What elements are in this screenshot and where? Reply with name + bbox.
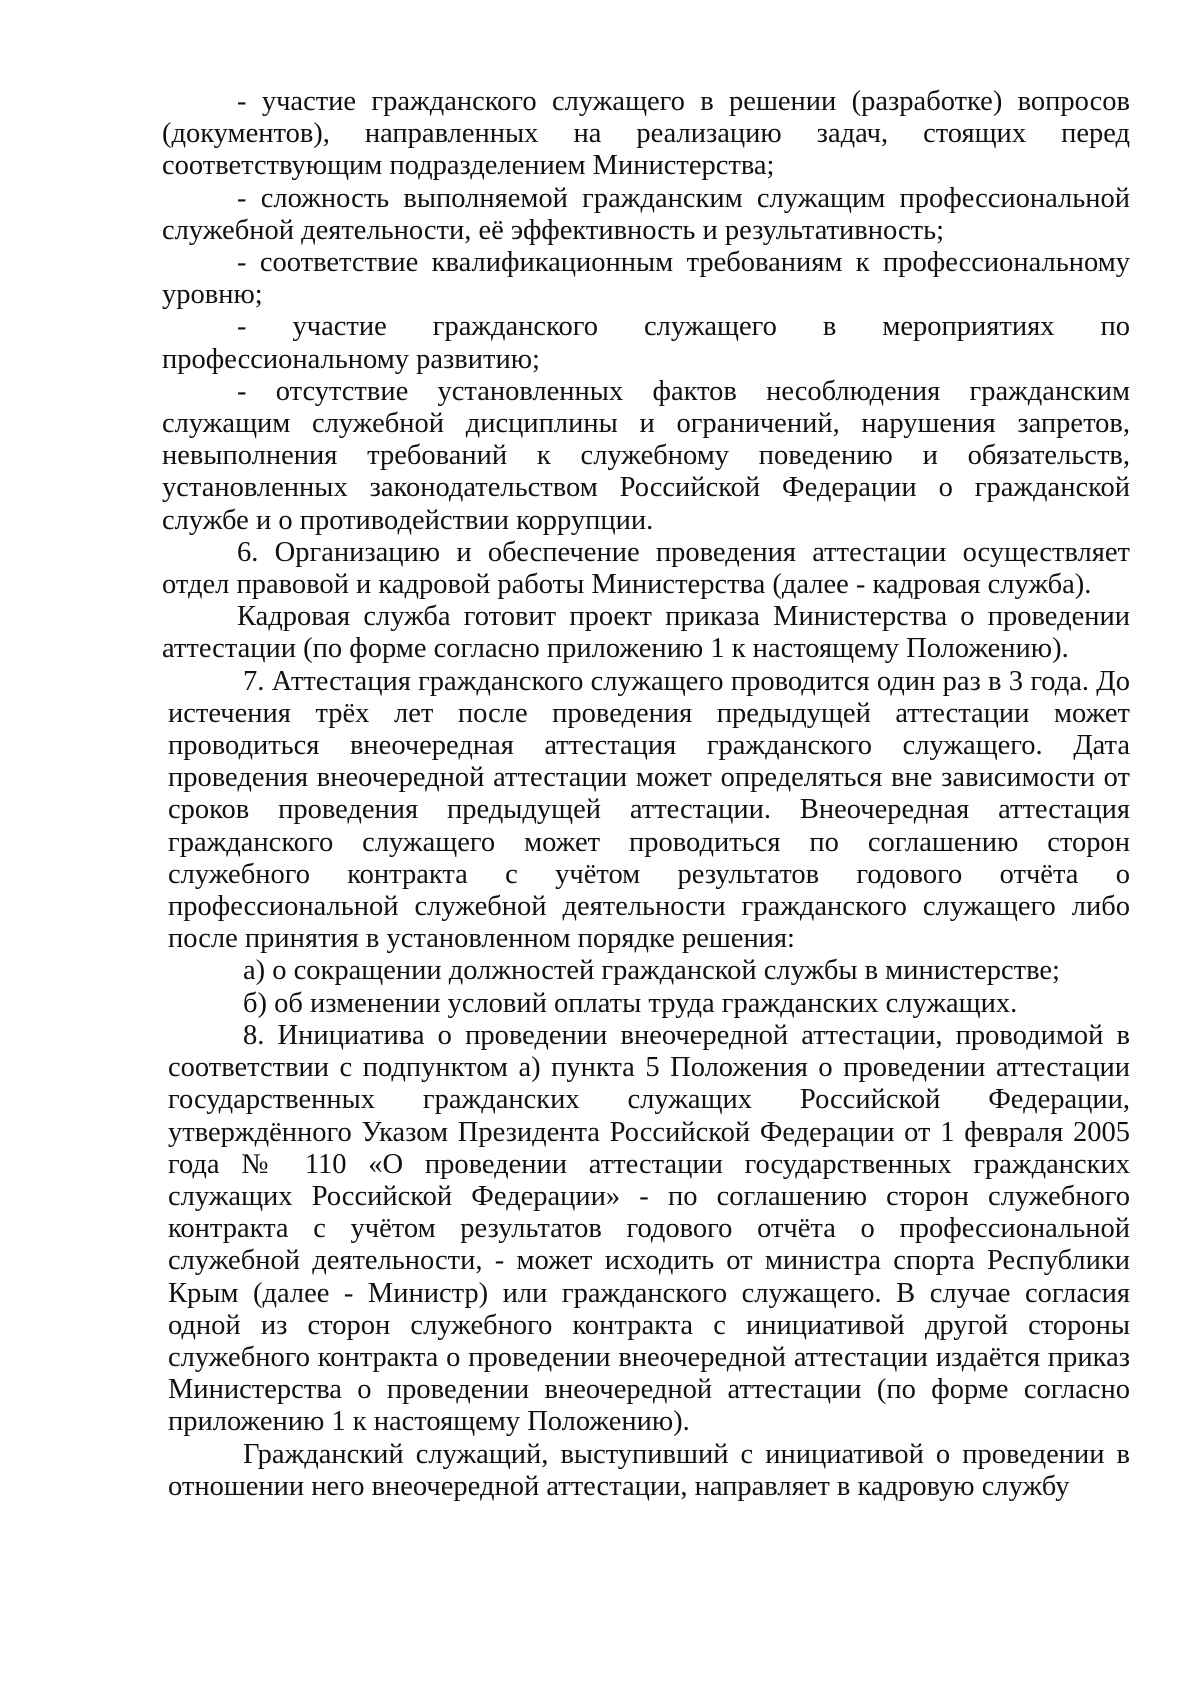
paragraph-item-7: 7. Аттестация гражданского служащего проводится один раз в 3 года. До истечения трёх лет после проведения предыдущей аттестации может проводиться внеочередная аттестация гражданского служащего. Дата проведения внеочередной аттестации может определяться вне зависимости от сроков проведения предыдущей аттестации. Внеочередная аттестация гражданского служащего может проводиться по соглашению сторон служебного контракта с учётом результатов годового отчёта о профессиональной служебной деятельности гражданского служащего либо после принятия в установленном порядке решения: [168,665,1130,955]
paragraph-subitem-a: а) о сокращении должностей гражданской службы в министерстве; [243,955,1060,987]
paragraph-professional-development: - участие гражданского служащего в мероприятиях по профессиональному развитию; [162,311,1130,375]
paragraph-initiative-by-employee: Гражданский служащий, выступивший с инициативой о проведении в отношении него внеочередной аттестации, направляет в кадровую службу [168,1438,1130,1502]
paragraph-participation-in-tasks: - участие гражданского служащего в решении (разработке) вопросов (документов), направленных на реализацию задач, стоящих перед соответствующим подразделением Министерства; [162,86,1130,182]
paragraph-complexity: - сложность выполняемой гражданским служащим профессиональной служебной деятельности, её эффективность и результативность; [162,182,1130,246]
paragraph-item-6: 6. Организацию и обеспечение проведения аттестации осуществляет отдел правовой и кадровой работы Министерства (далее - кадровая служба). [162,536,1130,601]
paragraph-no-violations: - отсутствие установленных фактов несоблюдения гражданским служащим служебной дисциплины и ограничений, нарушения запретов, невыполнения требований к служебному поведению и обязательств, установленных законодательством Российской Федерации о гражданской службе и о противодействии коррупции. [162,375,1130,536]
paragraph-item-8: 8. Инициатива о проведении внеочередной аттестации, проводимой в соответствии с подпунктом а) пункта 5 Положения о проведении аттестации государственных гражданских служащих Российской Федерации, утверждённого Указом Президента Российской Федерации от 1 февраля 2005 года № 110 «О проведении аттестации государственных гражданских служащих Российской Федерации» - по соглашению сторон служебного контракта с учётом результатов годового отчёта о профессиональной служебной деятельности, - может исходить от министра спорта Республики Крым (далее - Министр) или гражданского служащего. В случае согласия одной из сторон служебного контракта с инициативой другой стороны служебного контракта о проведении внеочередной аттестации издаётся приказ Министерства о проведении внеочередной аттестации (по форме согласно приложению 1 к настоящему Положению). [168,1019,1130,1438]
paragraph-hr-order-draft: Кадровая служба готовит проект приказа Министерства о проведении аттестации (по форме согласно приложению 1 к настоящему Положению). [162,601,1130,665]
document-page [162,86,1130,1503]
paragraph-qualification: - соответствие квалификационным требованиям к профессиональному уровню; [162,247,1130,311]
paragraph-subitem-b: б) об изменении условий оплаты труда гражданских служащих. [243,987,1018,1019]
